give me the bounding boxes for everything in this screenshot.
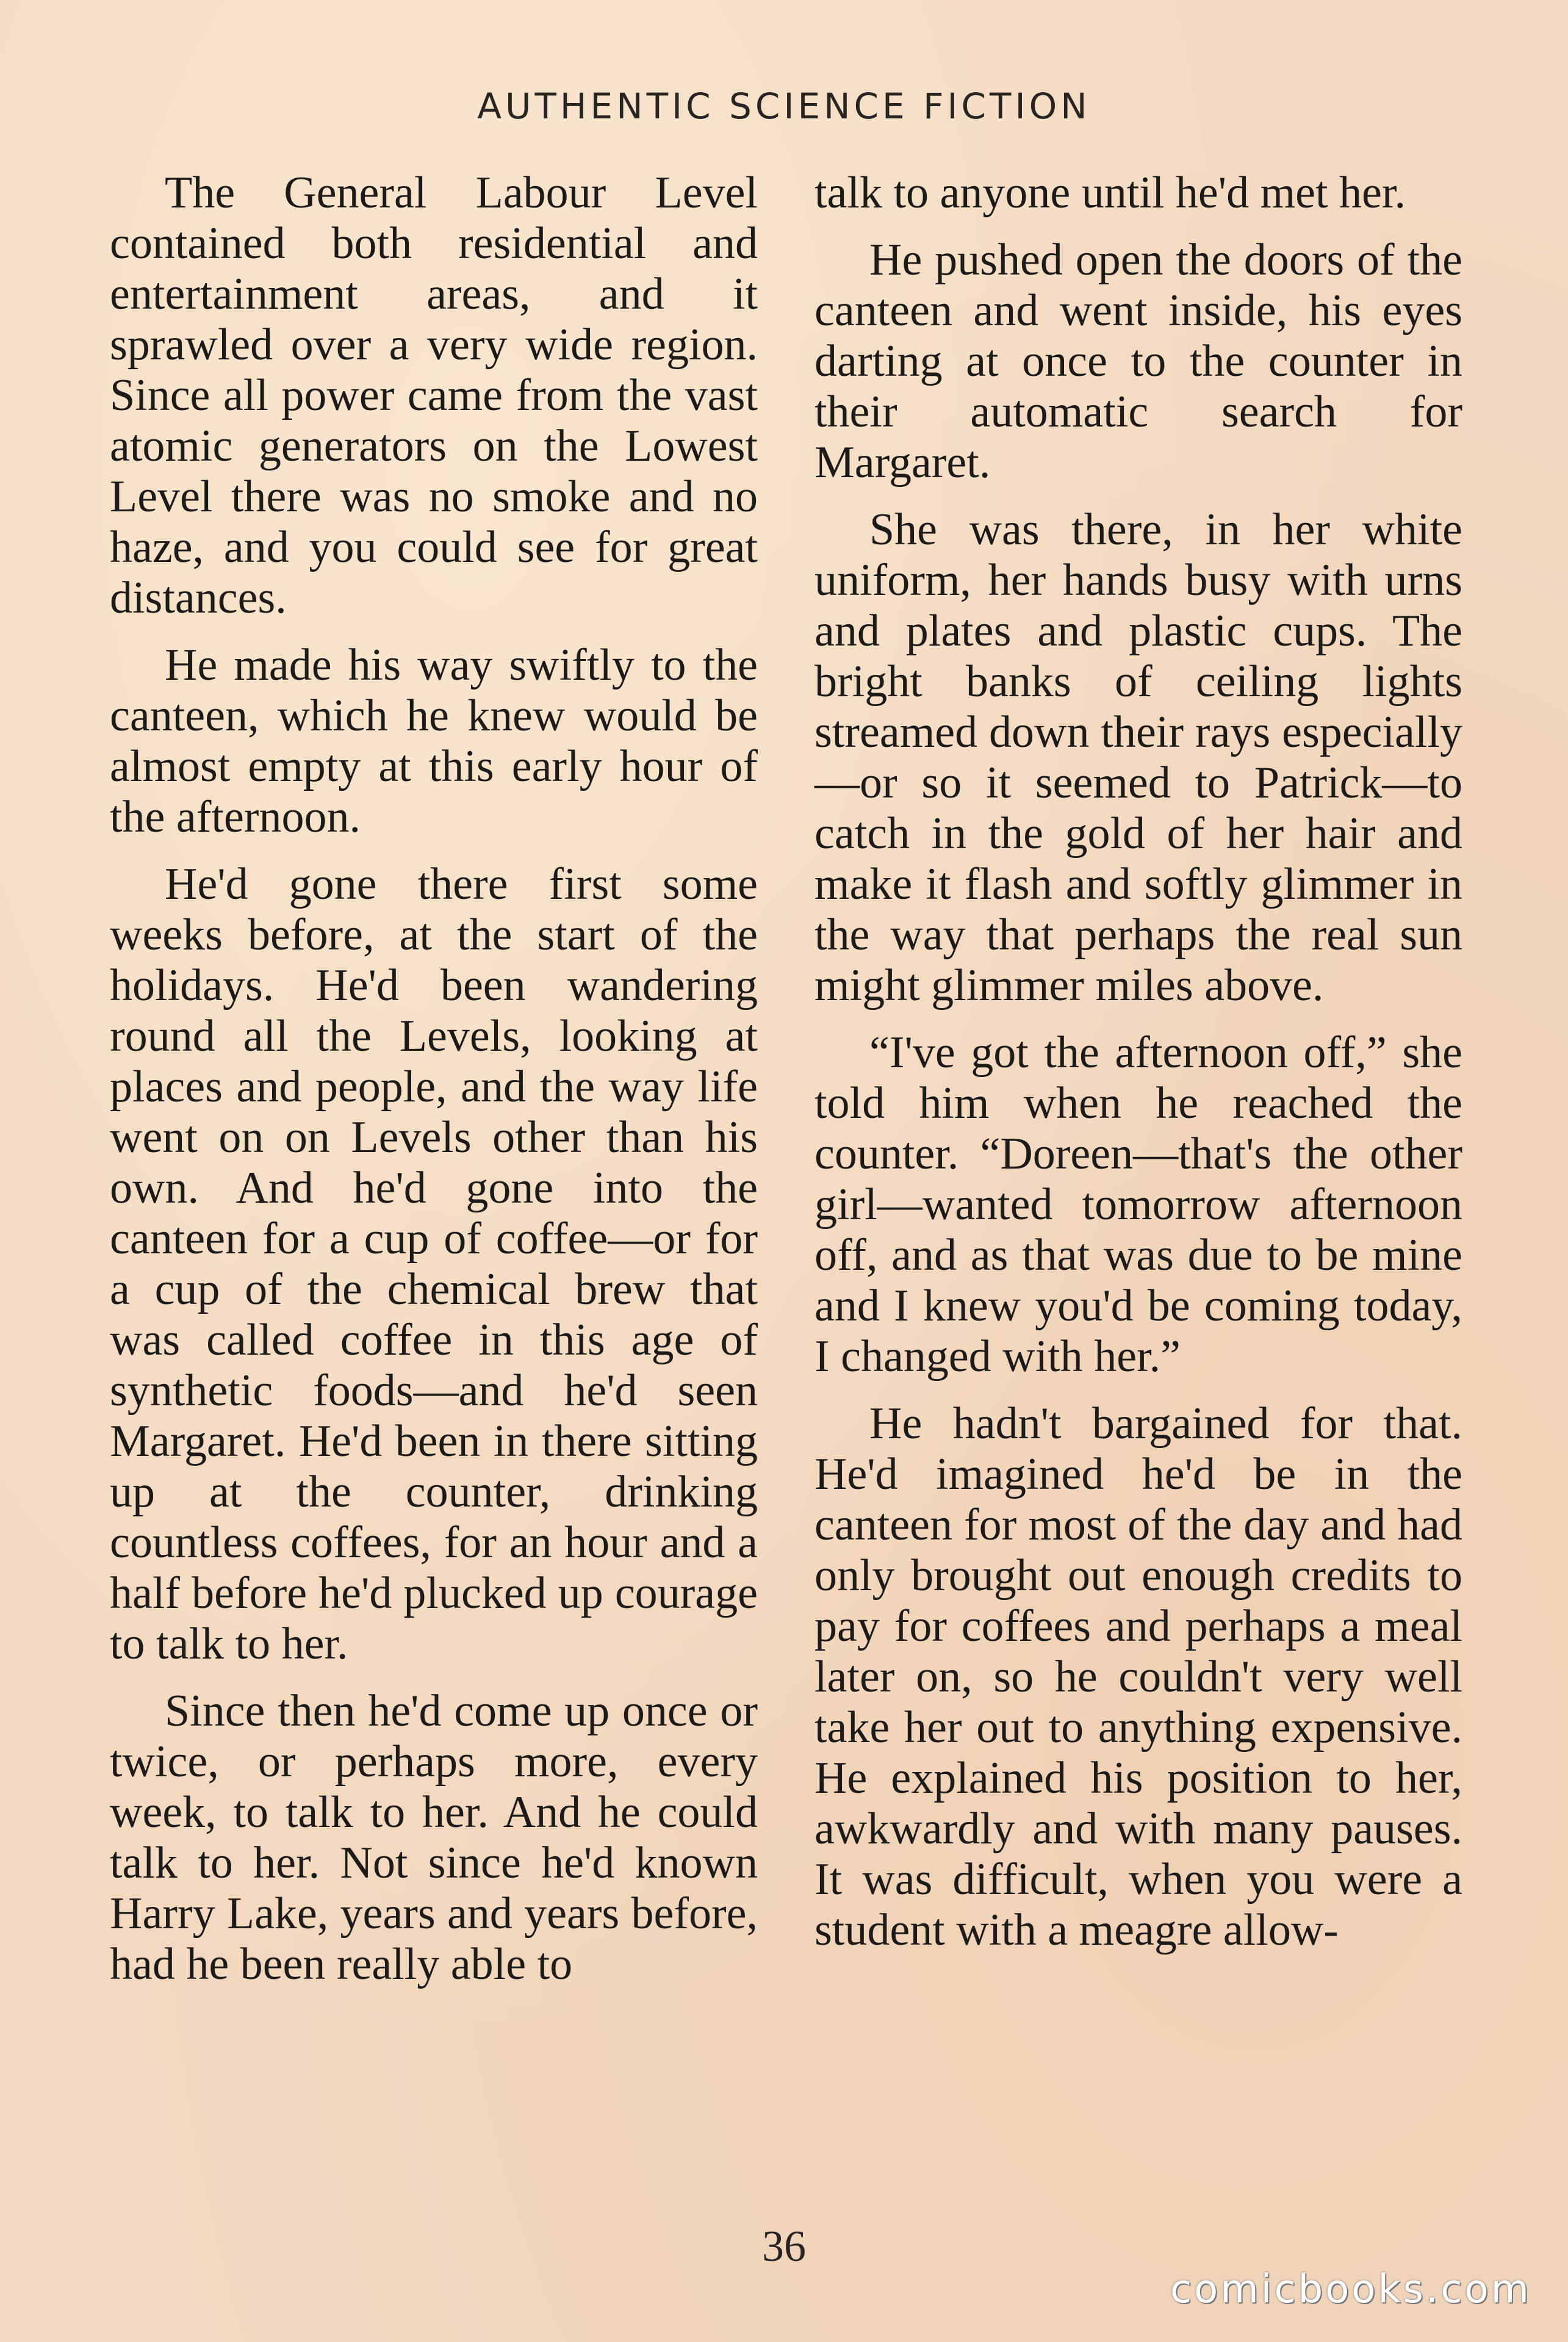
paragraph-afternoon-off: “I've got the afternoon off,” she told him when he reached the counter. “Doreen—that's the other girl—wanted tomorrow afternoon off, and as that was due to be mine and I knew you'd be coming today, I changed with her.” xyxy=(815,1028,1462,1382)
paragraph-way-to-canteen: He made his way swiftly to the canteen, which he knew would be almost empty at this early hour of the afternoon. xyxy=(110,640,758,842)
site-watermark: comicbooks.com xyxy=(1170,2267,1531,2312)
page-number: 36 xyxy=(762,2222,806,2271)
paragraph-first-visit: He'd gone there first some weeks before, at the start of the holidays. He'd been wandering round all the Levels, looking at places and people, and the way life went on on Levels other than his own. And he'd gone into the canteen for a cup of coffee—or for a cup of the chemical brew that was called coffee in this age of synthetic foods—and he'd seen Margaret. He'd been in there sitting up at the counter, drinking countless coffees, for an hour and a half before he'd plucked up courage to talk to her. xyxy=(110,859,758,1669)
running-head-title: AUTHENTIC SCIENCE FICTION xyxy=(477,85,1091,127)
paragraph-not-bargained: He hadn't bargained for that. He'd imagined he'd be in the canteen for most of the day and had only brought out enough credits to pay for coffees and perhaps a meal later on, so he couldn't very well take her out to anything expensive. He explained his position to her, awkwardly and with many pauses. It was difficult, when you were a student with a meagre allow- xyxy=(815,1399,1462,1955)
paragraph-continuation: talk to anyone until he'd met her. xyxy=(815,168,1406,218)
paragraph-general-labour-level: The General Labour Level contained both residential and entertainment areas, and it sprawled over a very wide region. Since all power came from the vast atomic generators on the Lowest Level there was no smoke and no haze, and you could see for great distances. xyxy=(110,168,758,623)
paragraph-she-was-there: She was there, in her white uniform, her hands busy with urns and plates and plastic cups. The bright banks of ceiling lights streamed down their rays especially—or so it seemed to Patrick—to catch in the gold of her hair and make it flash and softly glimmer in the way that perhaps the real sun might glimmer miles above. xyxy=(815,505,1462,1011)
paragraph-since-then: Since then he'd come up once or twice, or perhaps more, every week, to talk to her. And he could talk to her. Not since he'd known Harry Lake, years and years before, had he been really able to xyxy=(110,1686,758,1989)
left-text-column xyxy=(110,168,758,2006)
right-text-column xyxy=(815,168,1462,1972)
paragraph-pushed-open-doors: He pushed open the doors of the canteen and went inside, his eyes darting at once to the counter in their automatic search for Margaret. xyxy=(815,235,1462,488)
